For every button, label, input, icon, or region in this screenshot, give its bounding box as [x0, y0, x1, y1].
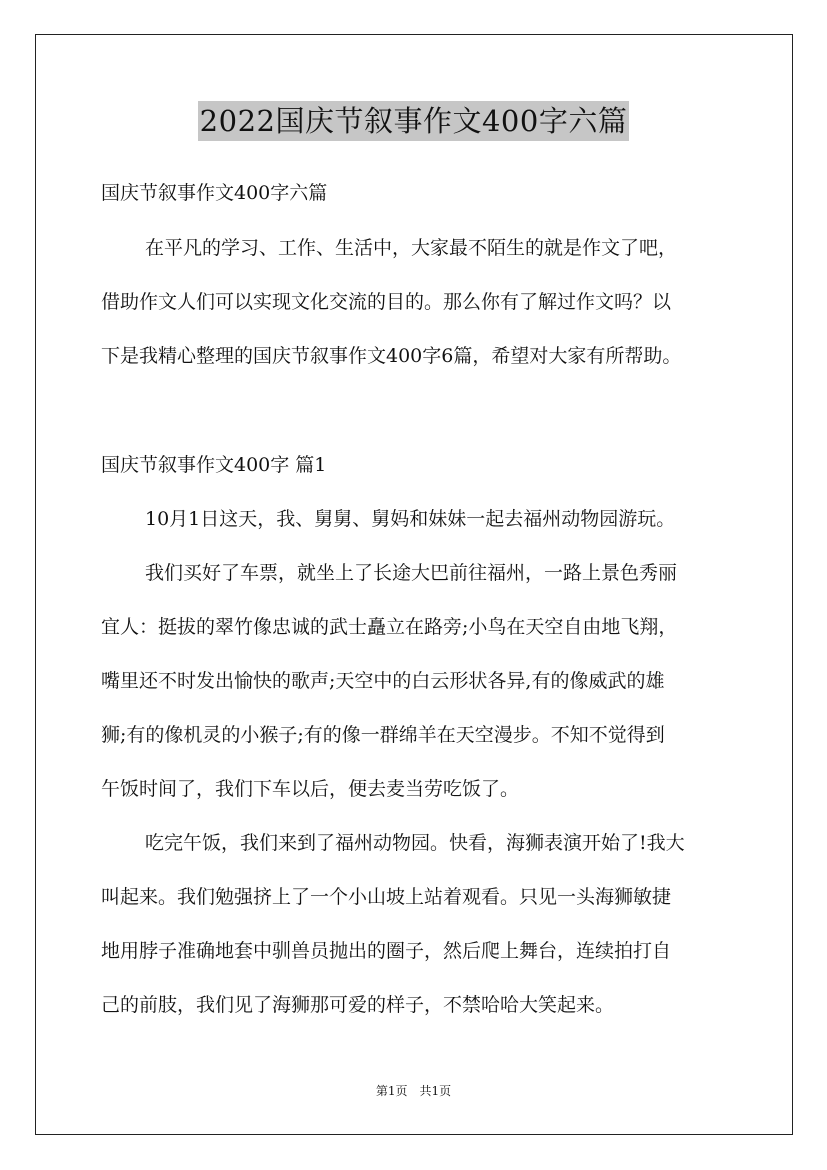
body-line-1: 10月1日这天，我、舅舅、舅妈和妹妹一起去福州动物园游玩。 [145, 508, 676, 530]
page-number: 第1页 [375, 1084, 408, 1098]
document-subtitle: 国庆节叙事作文400字六篇 [101, 182, 328, 204]
body-line-10: 己的前肢，我们见了海狮那可爱的样子，不禁哈哈大笑起来。 [101, 994, 615, 1016]
body-line-4: 嘴里还不时发出愉快的歌声;天空中的白云形状各异,有的像威武的雄 [101, 670, 665, 692]
body-line-9: 地用脖子准确地套中驯兽员抛出的圈子，然后爬上舞台，连续拍打自 [101, 940, 672, 962]
page-total: 共1页 [419, 1084, 452, 1098]
body-line-6: 午饭时间了，我们下车以后，便去麦当劳吃饭了。 [101, 778, 520, 800]
document-title: 2022国庆节叙事作文400字六篇 [198, 101, 630, 141]
page-footer [0, 1083, 827, 1099]
body-line-8: 叫起来。我们勉强挤上了一个小山坡上站着观看。只见一头海狮敏捷 [101, 886, 672, 908]
body-line-2: 我们买好了车票，就坐上了长途大巴前往福州，一路上景色秀丽 [145, 562, 678, 584]
body-line-5: 狮;有的像机灵的小猴子;有的像一群绵羊在天空漫步。不知不觉得到 [101, 724, 665, 746]
body-line-3: 宜人：挺拔的翠竹像忠诚的武士矗立在路旁;小鸟在天空自由地飞翔， [101, 616, 678, 638]
intro-line-3: 下是我精心整理的国庆节叙事作文400字6篇，希望对大家有所帮助。 [101, 345, 682, 367]
section-heading: 国庆节叙事作文400字 篇1 [101, 454, 327, 476]
title-block [0, 101, 827, 141]
body-line-7: 吃完午饭，我们来到了福州动物园。快看，海狮表演开始了!我大 [145, 832, 685, 854]
intro-line-2: 借助作文人们可以实现文化交流的目的。那么你有了解过作文吗？以 [101, 291, 672, 313]
intro-line-1: 在平凡的学习、工作、生活中，大家最不陌生的就是作文了吧， [145, 237, 678, 259]
